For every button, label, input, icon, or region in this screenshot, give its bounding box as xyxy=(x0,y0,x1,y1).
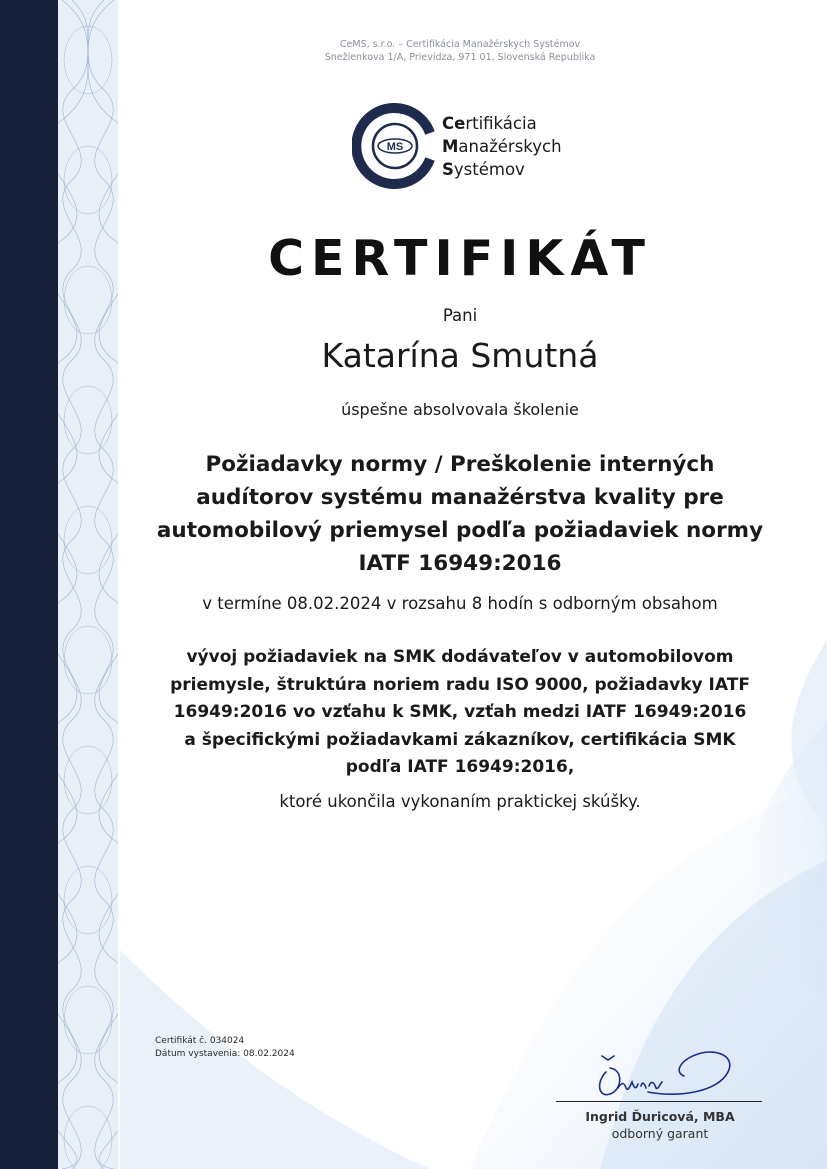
content-line: a špecifickými požiadavkami zákazníkov, certifikácia SMK xyxy=(184,729,736,750)
course-line: automobilový priemysel podľa požiadaviek normy xyxy=(156,518,764,543)
guilloche-border xyxy=(58,0,118,1169)
logo-word-3: Systémov xyxy=(442,160,525,179)
signer-name: Ingrid Ďuricová, MBA xyxy=(585,1109,735,1124)
certificate-number: Certifikát č. 034024 xyxy=(155,1036,245,1046)
intro-text: úspešne absolvovala školenie xyxy=(341,400,579,419)
closing-text: ktoré ukončila vykonaním praktickej skúšky. xyxy=(279,792,641,811)
content-line: podľa IATF 16949:2016, xyxy=(345,757,575,777)
course-content xyxy=(150,644,770,782)
logo-wordmark xyxy=(442,112,562,181)
content-line: vývoj požiadaviek na SMK dodávateľov v automobilovom xyxy=(186,647,734,667)
handwritten-signature xyxy=(588,1042,738,1104)
recipient-name: Katarína Smutná xyxy=(321,336,599,375)
course-title xyxy=(150,448,770,580)
logo-word-2: Manažérskych xyxy=(442,137,562,156)
issue-date: Dátum vystavenia: 08.02.2024 xyxy=(155,1049,295,1059)
left-navy-band xyxy=(0,0,62,1169)
content-line: priemysle, štruktúra noriem radu ISO 9000, požiadavky IATF xyxy=(170,674,750,695)
course-line: IATF 16949:2016 xyxy=(358,551,562,576)
term-text: v termíne 08.02.2024 v rozsahu 8 hodín s odborným obsahom xyxy=(202,594,718,613)
logo-emblem-letters: MS xyxy=(386,141,404,153)
content-line: 16949:2016 vo vzťahu k SMK, vzťah medzi IATF 16949:2016 xyxy=(173,702,747,722)
salutation: Pani xyxy=(442,306,478,325)
issuer-address: Snežienkova 1/A, Prievidza, 971 01, Slovenská Republika xyxy=(324,52,596,63)
signature-line xyxy=(556,1101,762,1102)
course-line: audítorov systému manažérstva kvality pre xyxy=(196,485,724,510)
signer-role: odborný garant xyxy=(611,1126,709,1141)
issuer-line-1: CeMS, s.r.o. – Certifikácia Manažérskych Systémov xyxy=(339,39,581,50)
certificate-title: CERTIFIKÁT xyxy=(268,230,652,287)
logo-word-1: Certifikácia xyxy=(442,114,537,133)
course-line: Požiadavky normy / Preškolenie interných xyxy=(205,452,715,477)
cems-logo-emblem xyxy=(352,103,438,189)
